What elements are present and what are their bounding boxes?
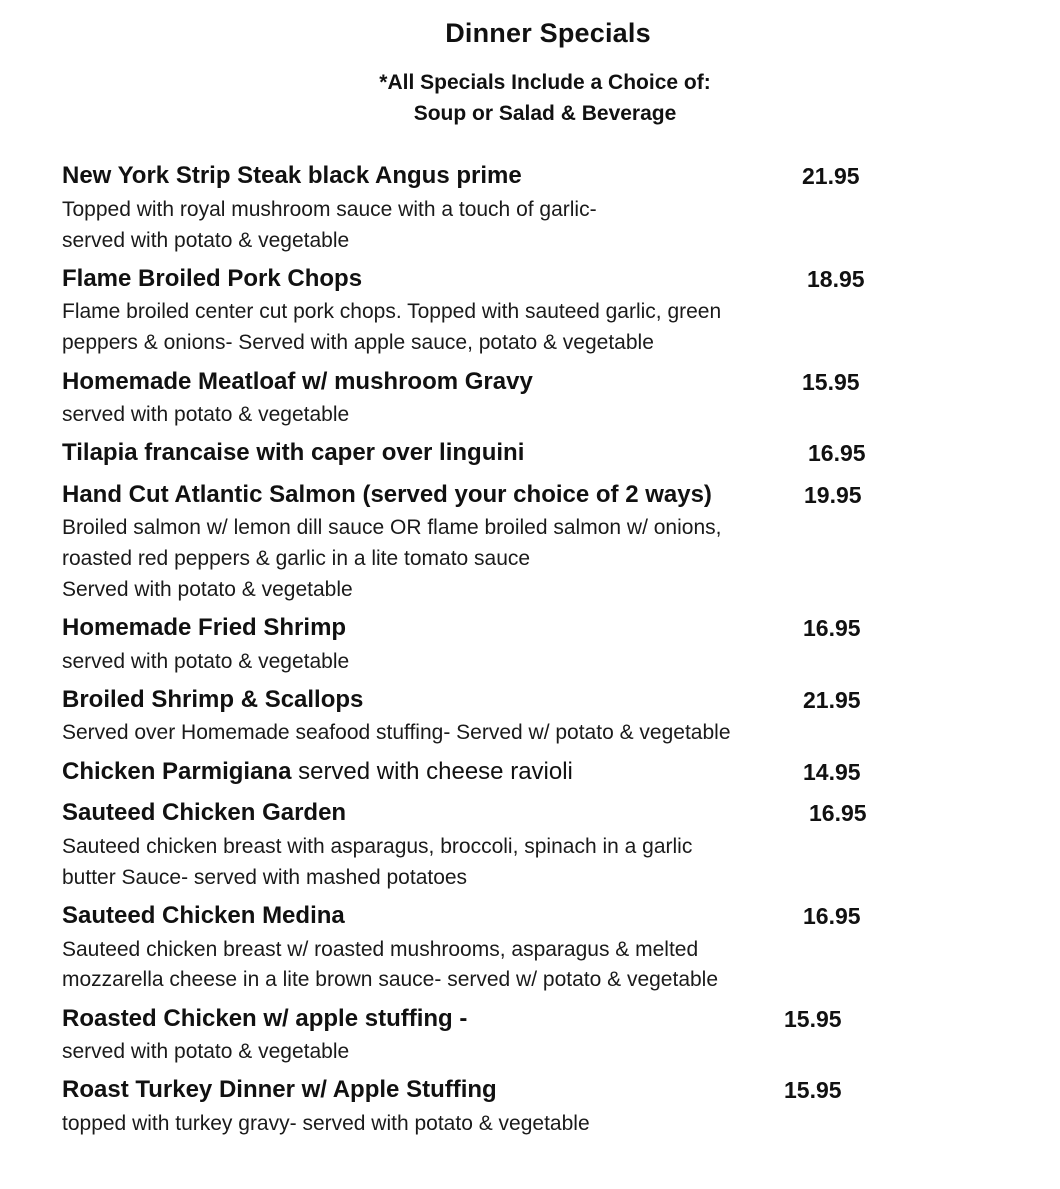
- menu-item-description: served with potato & vegetable: [62, 650, 350, 673]
- menu-item-price: 19.95: [804, 482, 862, 508]
- menu-item-price: 18.95: [807, 266, 865, 292]
- menu-item-price: 14.95: [803, 759, 861, 785]
- menu-item-name: Roasted Chicken w/ apple stuffing -: [62, 1005, 468, 1032]
- menu-item-description: Topped with royal mushroom sauce with a touch of garlic-: [62, 198, 597, 221]
- menu-item-name: Flame Broiled Pork Chops: [62, 265, 363, 292]
- menu-item-description: mozzarella cheese in a lite brown sauce- served w/ potato & vegetable: [62, 968, 719, 991]
- menu-item-description: served with potato & vegetable: [62, 229, 350, 252]
- menu-item-description: Served over Homemade seafood stuffing- Served w/ potato & vegetable: [62, 721, 731, 744]
- menu-item-name: [62, 758, 573, 786]
- menu-item-price: 21.95: [803, 687, 861, 713]
- menu-item-description: butter Sauce- served with mashed potatoes: [62, 866, 468, 889]
- menu-item-name-bold: Chicken Parmigiana: [62, 758, 292, 785]
- specials-note-line-2: Soup or Salad & Beverage: [413, 102, 677, 125]
- menu-item-name: Homemade Fried Shrimp: [62, 614, 347, 641]
- menu-item-name: Hand Cut Atlantic Salmon (served your choice of 2 ways): [62, 481, 712, 508]
- menu-item-name: Homemade Meatloaf w/ mushroom Gravy: [62, 368, 533, 395]
- menu-item-name: Sauteed Chicken Garden: [62, 799, 347, 826]
- menu-item-price: 16.95: [803, 615, 861, 641]
- menu-item-description: served with potato & vegetable: [62, 1040, 350, 1063]
- menu-item-price: 16.95: [803, 903, 861, 929]
- menu-item-description: Served with potato & vegetable: [62, 578, 353, 601]
- menu-item-name: Tilapia francaise with caper over linguini: [62, 439, 525, 466]
- menu-item-description: Sauteed chicken breast with asparagus, broccoli, spinach in a garlic: [62, 835, 693, 858]
- menu-item-description: Sauteed chicken breast w/ roasted mushrooms, asparagus & melted: [62, 938, 699, 961]
- menu-item-description: Flame broiled center cut pork chops. Topped with sauteed garlic, green: [62, 300, 722, 323]
- menu-item-price: 15.95: [784, 1006, 842, 1032]
- menu-item-name-suffix: served with cheese ravioli: [291, 758, 573, 785]
- menu-item-description: peppers & onions- Served with apple sauce, potato & vegetable: [62, 331, 654, 354]
- menu-item-name: Sauteed Chicken Medina: [62, 902, 345, 929]
- menu-item-name: Roast Turkey Dinner w/ Apple Stuffing: [62, 1076, 497, 1103]
- menu-item-price: 21.95: [802, 163, 860, 189]
- menu-item-description: roasted red peppers & garlic in a lite tomato sauce: [62, 547, 531, 570]
- specials-note-line-1: *All Specials Include a Choice of:: [379, 71, 711, 94]
- menu-item-name: New York Strip Steak black Angus prime: [62, 162, 522, 189]
- menu-item-price: 15.95: [802, 369, 860, 395]
- menu-item-description: topped with turkey gravy- served with potato & vegetable: [62, 1112, 590, 1135]
- menu-item-price: 15.95: [784, 1077, 842, 1103]
- menu-item-name: Broiled Shrimp & Scallops: [62, 686, 364, 713]
- menu-item-description: Broiled salmon w/ lemon dill sauce OR flame broiled salmon w/ onions,: [62, 516, 722, 539]
- menu-item-price: 16.95: [808, 440, 866, 466]
- menu-item-price: 16.95: [809, 800, 867, 826]
- page-title: Dinner Specials: [445, 18, 651, 48]
- menu-item-description: served with potato & vegetable: [62, 403, 350, 426]
